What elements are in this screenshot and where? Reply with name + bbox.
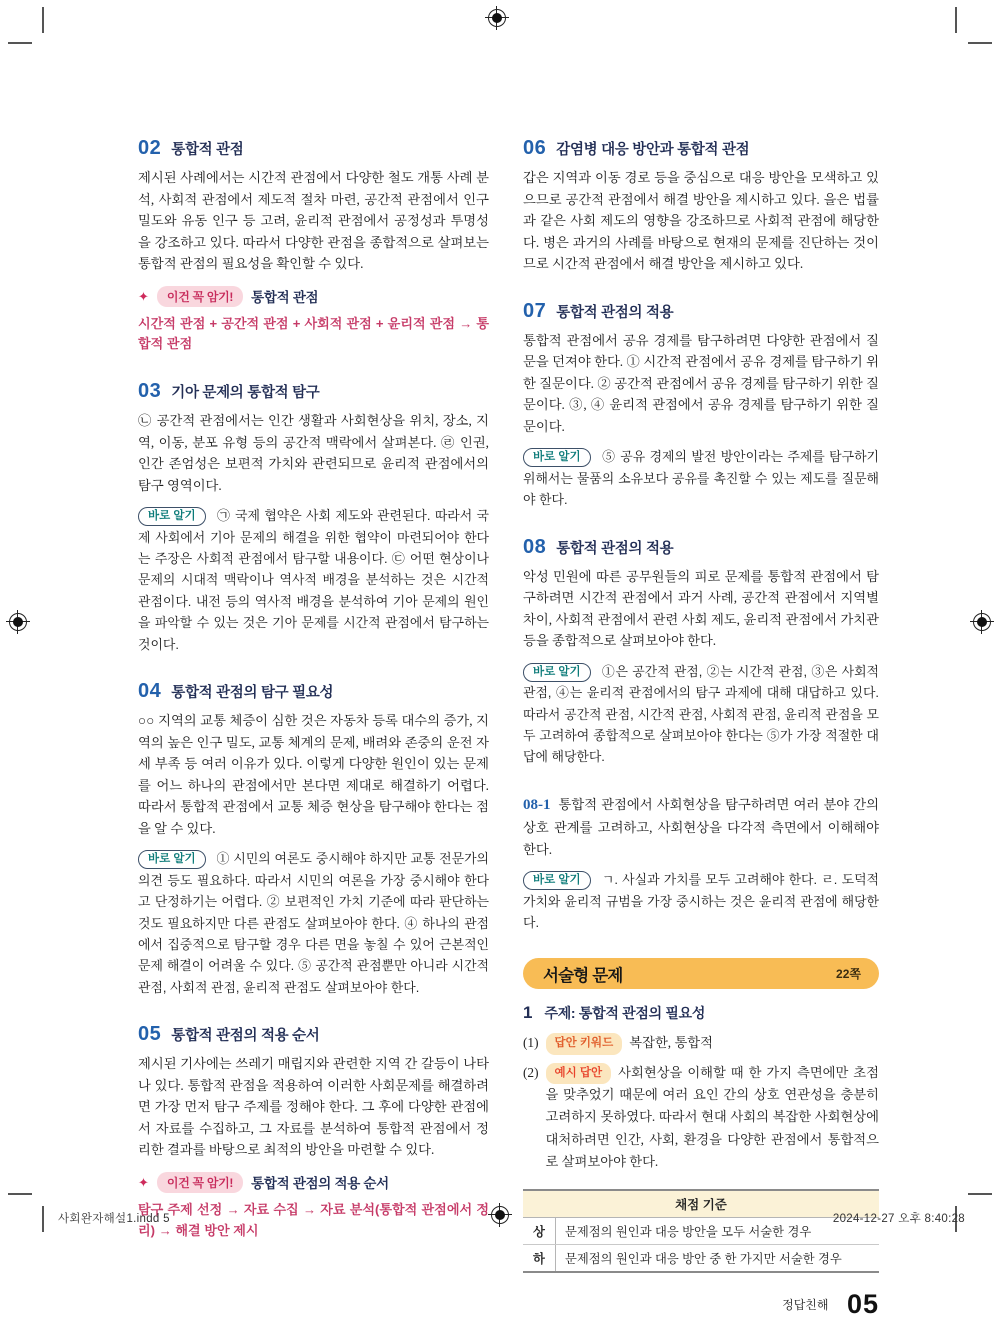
registration-mark-left xyxy=(6,610,30,634)
remember-title: 통합적 관점의 적용 순서 xyxy=(251,1176,389,1192)
question-title: 주제: 통합적 관점의 필요성 xyxy=(544,1005,706,1022)
section-06 xyxy=(523,137,879,275)
baro-algi-text: ㉠ 국제 협약은 사회 제도와 관련된다. 따라서 국제 사회에서 기아 문제의 해결을 위한 협약이 마련되어야 한다는 주장은 사회적 관점에서 탐구할 내용이다. ㉢ 어떤 현상이나 문제의 시대적 맥락이나 역사적 배경을 분석하는 것은 시간적 관점이다. 내전 등의 역사적 배경을 분석하여 기아 문제의 원인을 파악할 수 있는 것은 기아 문제를 시간적 관점에서 탐구하는 것이다. xyxy=(138,508,489,652)
remember-body: 탐구 주제 선정 → 자료 수집 → 자료 분석(통합적 관점에서 정리) → 해결 방안 제시 xyxy=(138,1201,489,1238)
item-content xyxy=(546,1062,879,1174)
baro-algi-badge: 바로 알기 xyxy=(138,507,206,526)
section-number: 02 xyxy=(138,137,162,159)
section-04 xyxy=(138,680,489,998)
crop-mark-bottom-left-v xyxy=(42,1206,44,1232)
crop-mark-top-right-h xyxy=(968,42,992,44)
baro-algi-block xyxy=(523,869,879,933)
section-number: 03 xyxy=(138,380,162,403)
left-column xyxy=(138,137,489,1266)
rubric-criteria: 문제점의 원인과 대응 방안 중 한 가지만 서술한 경우 xyxy=(565,1252,842,1267)
item-content xyxy=(546,1032,879,1054)
section-body: 제시된 사례에서는 시간적 관점에서 다양한 철도 개통 사례 분석, 사회적 관점에서 제도적 절차 마련, 공간적 관점에서 인구 밀도와 유동 인구 등 고려, 윤리적 관점에서 공정성과 투명성을 강조하고 있다. 따라서 다양한 관점을 종합적으로 살펴보는 통합적 관점의 필요성을 확인할 수 있다. xyxy=(138,170,489,272)
section-heading xyxy=(138,1023,489,1046)
registration-mark-right xyxy=(970,610,994,634)
diamond-icon: ✦ xyxy=(138,288,149,304)
rubric-title: 채점 기준 xyxy=(523,1190,879,1218)
print-timestamp: 2024-12-27 오후 8:40:28 xyxy=(832,1213,965,1225)
baro-algi-badge: 바로 알기 xyxy=(523,871,591,890)
registration-mark-top xyxy=(485,6,509,30)
subsection-text: 통합적 관점에서 사회현상을 탐구하려면 여러 분야 간의 상호 관계를 고려하고, 사회현상을 다각적 측면에서 이해해야 한다. xyxy=(523,796,879,857)
question-number: 1 xyxy=(523,1003,533,1023)
answer-item-2 xyxy=(523,1062,879,1174)
section-heading xyxy=(138,380,489,403)
answer-item-1 xyxy=(523,1032,879,1054)
item-marker: (1) xyxy=(523,1035,539,1051)
section-number: 05 xyxy=(138,1023,162,1046)
section-heading xyxy=(523,137,879,160)
remember-badge: 이건 꼭 암기! xyxy=(157,1172,243,1193)
baro-algi-badge: 바로 알기 xyxy=(523,448,591,467)
section-07 xyxy=(523,300,879,511)
section-title: 통합적 관점의 적용 xyxy=(556,304,674,321)
section-title: 통합적 관점 xyxy=(171,142,244,158)
baro-algi-block xyxy=(138,848,489,998)
baro-algi-badge: 바로 알기 xyxy=(523,663,591,682)
crop-mark-bottom-right-h xyxy=(968,1193,992,1195)
crop-mark-bottom-left-h xyxy=(8,1193,32,1195)
section-body: 악성 민원에 따른 공무원들의 피로 문제를 통합적 관점에서 탐구하려면 시간적 관점에서 과거 사례, 공간적 관점에서 지역별 차이, 사회적 관점에서 관련 사회 제도, 윤리적 관점에서 가치관 등을 종합적으로 살펴보아야 한다. xyxy=(523,568,879,649)
section-body: 갑은 지역과 이동 경로 등을 중심으로 대응 방안을 모색하고 있으므로 공간적 관점에서 해결 방안을 제시하고 있다. 을은 법률과 같은 사회 제도의 영향을 강조하므로 사회적 관점에 해당한다. 병은 과거의 사례를 바탕으로 현재의 문제를 진단하는 것이므로 시간적 관점에서 해결 방안을 제시하고 있다. xyxy=(523,170,879,272)
section-title: 통합적 관점의 탐구 필요성 xyxy=(171,685,334,702)
table-row xyxy=(523,1245,879,1273)
remember-block xyxy=(138,1172,489,1241)
baro-algi-block xyxy=(523,661,879,768)
section-number: 07 xyxy=(523,299,547,322)
section-heading xyxy=(523,300,879,323)
baro-algi-text: ⑤ 공유 경제의 발전 방안이라는 주제를 탐구하기 위해서는 물품의 소유보다 공유를 촉진할 수 있는 제도를 질문해야 한다. xyxy=(523,449,879,508)
grading-rubric-table xyxy=(523,1189,879,1273)
rubric-grade: 상 xyxy=(523,1218,556,1245)
page-footer xyxy=(523,1289,879,1320)
section-body: 제시된 기사에는 쓰레기 매립지와 관련한 지역 간 갈등이 나타나 있다. 통합적 관점을 적용하여 이러한 사회문제를 해결하려면 가장 먼저 탐구 주제를 정해야 한다. 그 후에 다양한 관점에서 자료를 수집하고, 그 자료를 분석하여 통합적 관점에서 정리한 결과를 바탕으로 최적의 방안을 마련할 수 있다. xyxy=(138,1056,489,1158)
page-number: 05 xyxy=(846,1289,879,1320)
section-03 xyxy=(138,380,489,655)
crop-mark-top-left-v xyxy=(42,7,44,33)
rubric-grade: 하 xyxy=(523,1245,556,1273)
question-heading xyxy=(523,1003,879,1023)
remember-body: 시간적 관점 + 공간적 관점 + 사회적 관점 + 윤리적 관점 → 통합적 관점 xyxy=(138,315,489,352)
section-number: 08 xyxy=(523,535,547,558)
subsection-number: 08-1 xyxy=(523,796,551,813)
example-answer-badge: 예시 답안 xyxy=(546,1063,612,1084)
section-title: 통합적 관점의 적용 순서 xyxy=(171,1028,320,1045)
section-number: 06 xyxy=(523,137,547,159)
rubric-header-row xyxy=(523,1190,879,1218)
example-answer-text: 사회현상을 이해할 때 한 가지 측면에만 초점을 맞추었기 때문에 여러 요인 간의 상호 연관성을 충분히 고려하지 못하였다. 따라서 현대 사회의 복잡한 사회현상에 대처하려면 인간, 사회, 환경을 다양한 관점에서 통합적으로 살펴보아야 한다. xyxy=(545,1064,879,1170)
answer-keyword-badge: 답안 키워드 xyxy=(546,1033,623,1054)
remember-heading xyxy=(138,1172,489,1193)
right-column xyxy=(523,137,879,1320)
remember-heading xyxy=(138,286,489,307)
section-number: 04 xyxy=(138,680,162,703)
section-title: 기아 문제의 통합적 탐구 xyxy=(171,385,320,402)
baro-algi-text: ㄱ. 사실과 가치를 모두 고려해야 한다. ㄹ. 도덕적 가치와 윤리적 규범을 가장 중시하는 것은 윤리적 관점에 해당한다. xyxy=(523,872,879,931)
section-heading xyxy=(138,137,489,160)
item-marker: (2) xyxy=(523,1064,539,1080)
remember-title: 통합적 관점 xyxy=(251,290,319,306)
baro-algi-badge: 바로 알기 xyxy=(138,850,206,869)
remember-block xyxy=(138,286,489,355)
section-08 xyxy=(523,536,879,768)
section-body: ㉡ 공간적 관점에서는 인간 생활과 사회현상을 위치, 장소, 지역, 이동, 분포 유형 등의 공간적 맥락에서 살펴본다. ㉣ 인권, 인간 존엄성은 보편적 가치와 관련되므로 윤리적 관점에서의 탐구 영역이다. xyxy=(138,413,489,493)
table-row xyxy=(523,1218,879,1245)
section-05 xyxy=(138,1023,489,1241)
crop-mark-top-right-v xyxy=(955,7,957,33)
subsection-body xyxy=(523,793,879,860)
answer-keywords: 복잡한, 통합적 xyxy=(629,1035,713,1051)
section-title: 통합적 관점의 적용 xyxy=(556,540,674,557)
section-heading xyxy=(138,680,489,703)
section-heading xyxy=(523,536,879,559)
rubric-criteria: 문제점의 원인과 대응 방안을 모두 서술한 경우 xyxy=(556,1218,880,1245)
essay-section-title: 서술형 문제 xyxy=(543,966,623,985)
section-body: ○○ 지역의 교통 체증이 심한 것은 자동차 등록 대수의 증가, 지역의 높은 인구 밀도, 교통 체계의 문제, 배려와 존중의 운전 자세 부족 등 여러 이유가 있다. 이렇게 다양한 원인이 있는 문제를 어느 하나의 관점에서만 본다면 제대로 해결하기 어렵다. 따라서 통합적 관점에서 교통 체증 현상을 탐구해야 한다는 점을 알 수 있다. xyxy=(138,713,489,836)
remember-badge: 이건 꼭 암기! xyxy=(157,286,243,307)
essay-page-ref: 22쪽 xyxy=(836,967,861,982)
section-body: 통합적 관점에서 공유 경제를 탐구하려면 다양한 관점에서 질문을 던져야 한다. ① 시간적 관점에서 공유 경제를 탐구하기 위한 질문이다. ② 공간적 관점에서 공유 경제를 탐구하기 위한 질문이다. ③, ④ 윤리적 관점에서 공유 경제를 탐구하기 위한 질문이다. xyxy=(523,332,879,434)
section-title: 감염병 대응 방안과 통합적 관점 xyxy=(556,142,750,158)
baro-algi-text: ① 시민의 여론도 중시해야 하지만 교통 전문가의 의견 등도 필요하다. 따라서 시민의 여론을 가장 중시해야 한다고 단정하기는 어렵다. ② 보편적인 가치 기준에 따라 판단하는 것도 필요하지만 다른 관점도 살펴보아야 한다. ④ 하나의 관점에서 집중적으로 탐구할 경우 다른 면을 놓칠 수 있어 근본적인 문제 해결이 어려울 수 있다. ⑤ 공간적 관점뿐만 아니라 시간적 관점, 사회적 관점, 윤리적 관점도 살펴보아야 한다. xyxy=(138,851,489,995)
section-02 xyxy=(138,137,489,355)
book-section-label: 정답친해 xyxy=(782,1298,829,1313)
baro-algi-block xyxy=(138,505,489,655)
essay-section-header xyxy=(523,958,879,989)
crop-mark-top-left-h xyxy=(8,42,32,44)
registration-mark-bottom xyxy=(488,1203,512,1227)
diamond-icon: ✦ xyxy=(138,1174,149,1190)
baro-algi-block xyxy=(523,446,879,510)
section-08-1 xyxy=(523,793,879,934)
baro-algi-text: ①은 공간적 관점, ②는 시간적 관점, ③은 사회적 관점, ④는 윤리적 관점에서의 탐구 과제에 대해 대답하고 있다. 따라서 공간적 관점, 시간적 관점, 사회적 관점, 윤리적 관점을 모두 고려하여 종합적으로 살펴보아야 한다는 ⑤가 가장 적절한 대답에 해당한다. xyxy=(523,663,879,765)
print-filename: 사회완자해설1.indd 5 xyxy=(58,1213,170,1225)
